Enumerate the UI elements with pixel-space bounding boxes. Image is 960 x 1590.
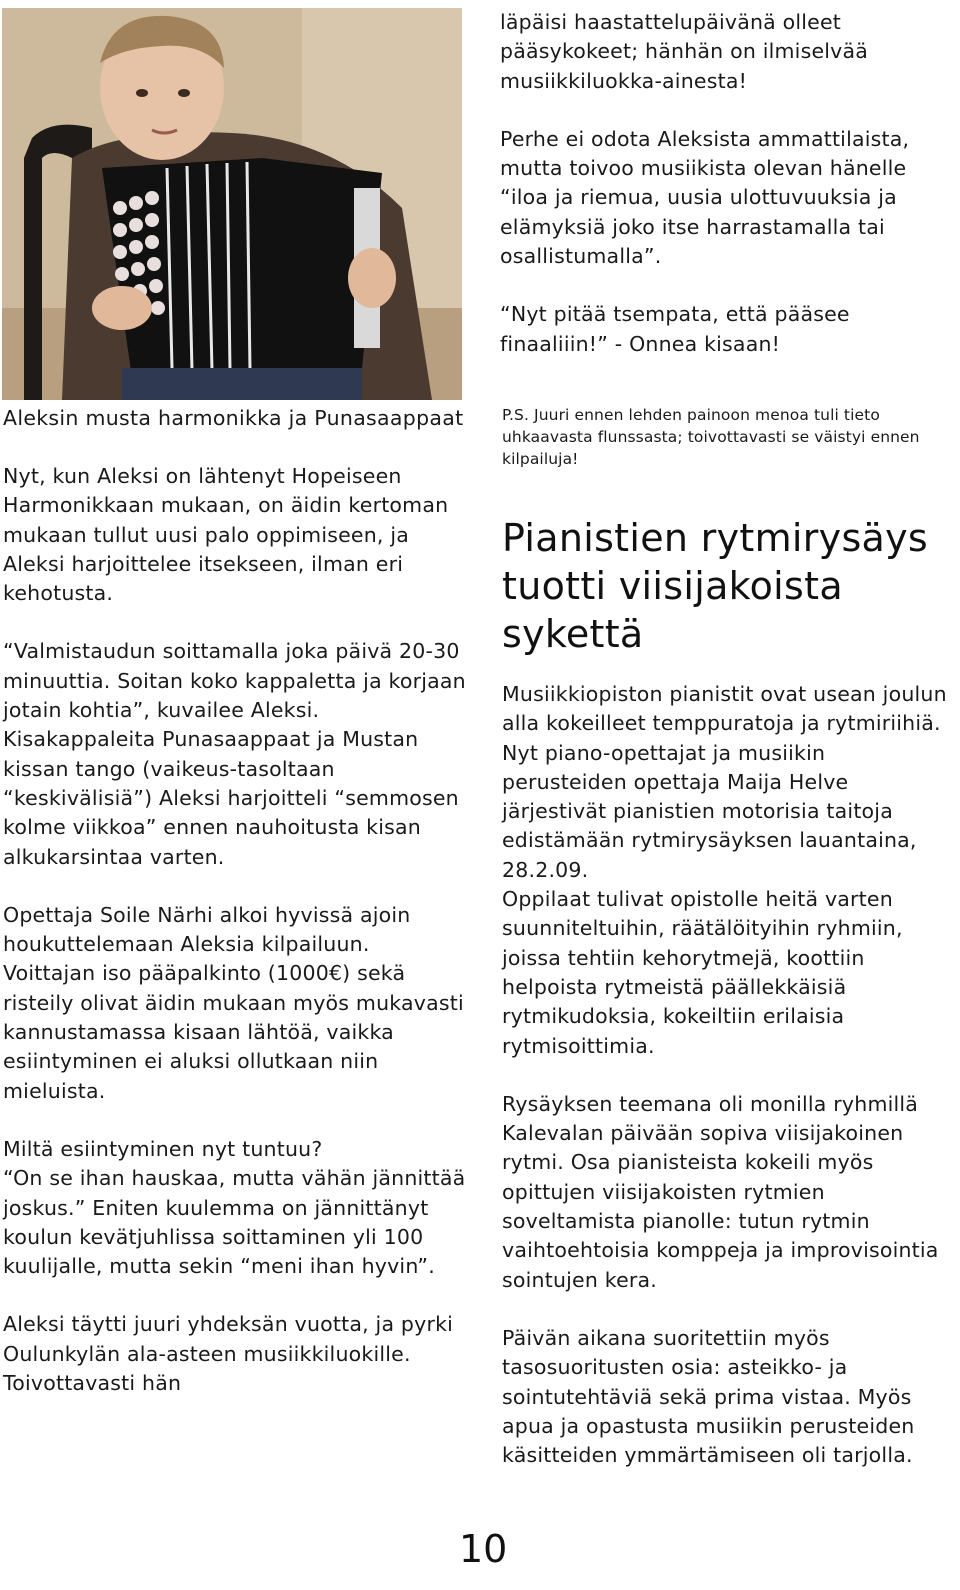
paragraph-quote-practice: “Valmistaudun soittamalla joka päivä 20-30 minuuttia. Soitan koko kappaletta ja korjaan jotain kohtia”, kuvailee Aleksi. [3, 639, 466, 723]
postscript-note: P.S. Juuri ennen lehden painoon menoa tuli tieto uhkaavasta flunssasta; toivottavasti se väistyi ennen kilpailuja! [502, 406, 920, 468]
paragraph-groups: Oppilaat tulivat opistolle heitä varten suunniteltuihin, räätälöityihin ryhmiin, joissa tehtiin kehorytmejä, koottiin helpoista rytmeistä päällekkäisiä rytmikudoksia, kokeiltiin erilaisia rytmisoittimia. [502, 887, 903, 1058]
accordion-photo [2, 8, 462, 400]
paragraph-five-beat: Rysäyksen teemana oli monilla ryhmillä Kalevalan päivään sopiva viisijakoinen rytmi. Osa pianisteista kokeili myös opittujen viisijakoisten rytmien soveltamista pianolle: tutun rytmin vaihtoehtoisia komppeja ja improvisointia sointujen kera. [502, 1091, 939, 1292]
left-column [3, 404, 473, 1398]
paragraph-level-tests: Päivän aikana suoritettiin myös tasosuoritusten osia: asteikko- ja sointutehtäviä sekä prima vistaa. Myös apua ja opastusta musiikin perusteiden käsitteiden ymmärtämiseen oli tarjolla. [502, 1325, 915, 1468]
right-column [502, 404, 954, 1470]
paragraph-new-spark: Nyt, kun Aleksi on lähtenyt Hopeiseen Harmonikkaan mukaan, on äidin kertoman mukaan tullut uusi palo oppimiseen, ja Aleksi harjoittelee itsekseen, ilman eri kehotusta. [3, 464, 449, 606]
paragraph-teacher: Opettaja Soile Närhi alkoi hyvissä ajoin houkuttelemaan Aleksia kilpailuun. [3, 902, 411, 957]
paragraph-age: Aleksi täytti juuri yhdeksän vuotta, ja pyrki Oulunkylän ala-asteen musiikkiluokille. Toivottavasti hän [3, 1312, 454, 1396]
right-column-top [500, 8, 950, 359]
paragraph-family-hopes: Perhe ei odota Aleksista ammattilaista, mutta toivoo musiikista olevan hänelle “iloa ja riemua, uusia ulottuvuuksia ja elämyksiä joko itse harrastamalla tai osallistumalla”. [500, 126, 910, 269]
paragraph-good-luck: “Nyt pitää tsempata, että pääsee finaaliiin!” - Onnea kisaan! [500, 302, 850, 356]
paragraph-competition-pieces: Kisakappaleita Punasaappaat ja Mustan kissan tango (vaikeus-tasoltaan “keskivälisiä”) Aleksi harjoitteli “semmosen kolme viikkoa” ennen nauhoitusta kisan alkukarsintaa varten. [3, 727, 459, 869]
page-number: 10 [459, 1527, 508, 1571]
paragraph-pianists-intro: Musiikkiopiston pianistit ovat usean joulun alla kokeilleet temppuratoja ja rytmiriihiä. Nyt piano-opettajat ja musiikin perusteiden opettaja Maija Helve järjestivät pianistien motorisia taitoja edistämään rytmirysäyksen lauantaina, 28.2.09. [502, 682, 947, 882]
boy-with-accordion-photo-icon [2, 8, 462, 400]
paragraph-answer: “On se ihan hauskaa, mutta vähän jännittää joskus.” Eniten kuulemma on jännittänyt koulun kevätjuhlissa soittaminen yli 100 kuulijalle, mutta sekin “meni ihan hyvin”. [3, 1166, 466, 1279]
photo-caption: Aleksin musta harmonikka ja Punasaappaat [3, 406, 464, 430]
paragraph-entrance-exam: läpäisi haastattelupäivänä olleet pääsykokeet; hänhän on ilmiselvää musiikkiluokka-ainesta! [500, 10, 869, 93]
article-headline: Pianistien rytmirysäys tuotti viisijakoista sykettä [502, 516, 929, 656]
paragraph-question: Miltä esiintyminen nyt tuntuu? [3, 1136, 323, 1161]
paragraph-prize: Voittajan iso pääpalkinto (1000€) sekä risteily olivat äidin mukaan myös mukavasti kannustamassa kisaan lähtöä, vaikka esiintyminen ei aluksi ollutkaan niin mieluista. [3, 961, 464, 1103]
